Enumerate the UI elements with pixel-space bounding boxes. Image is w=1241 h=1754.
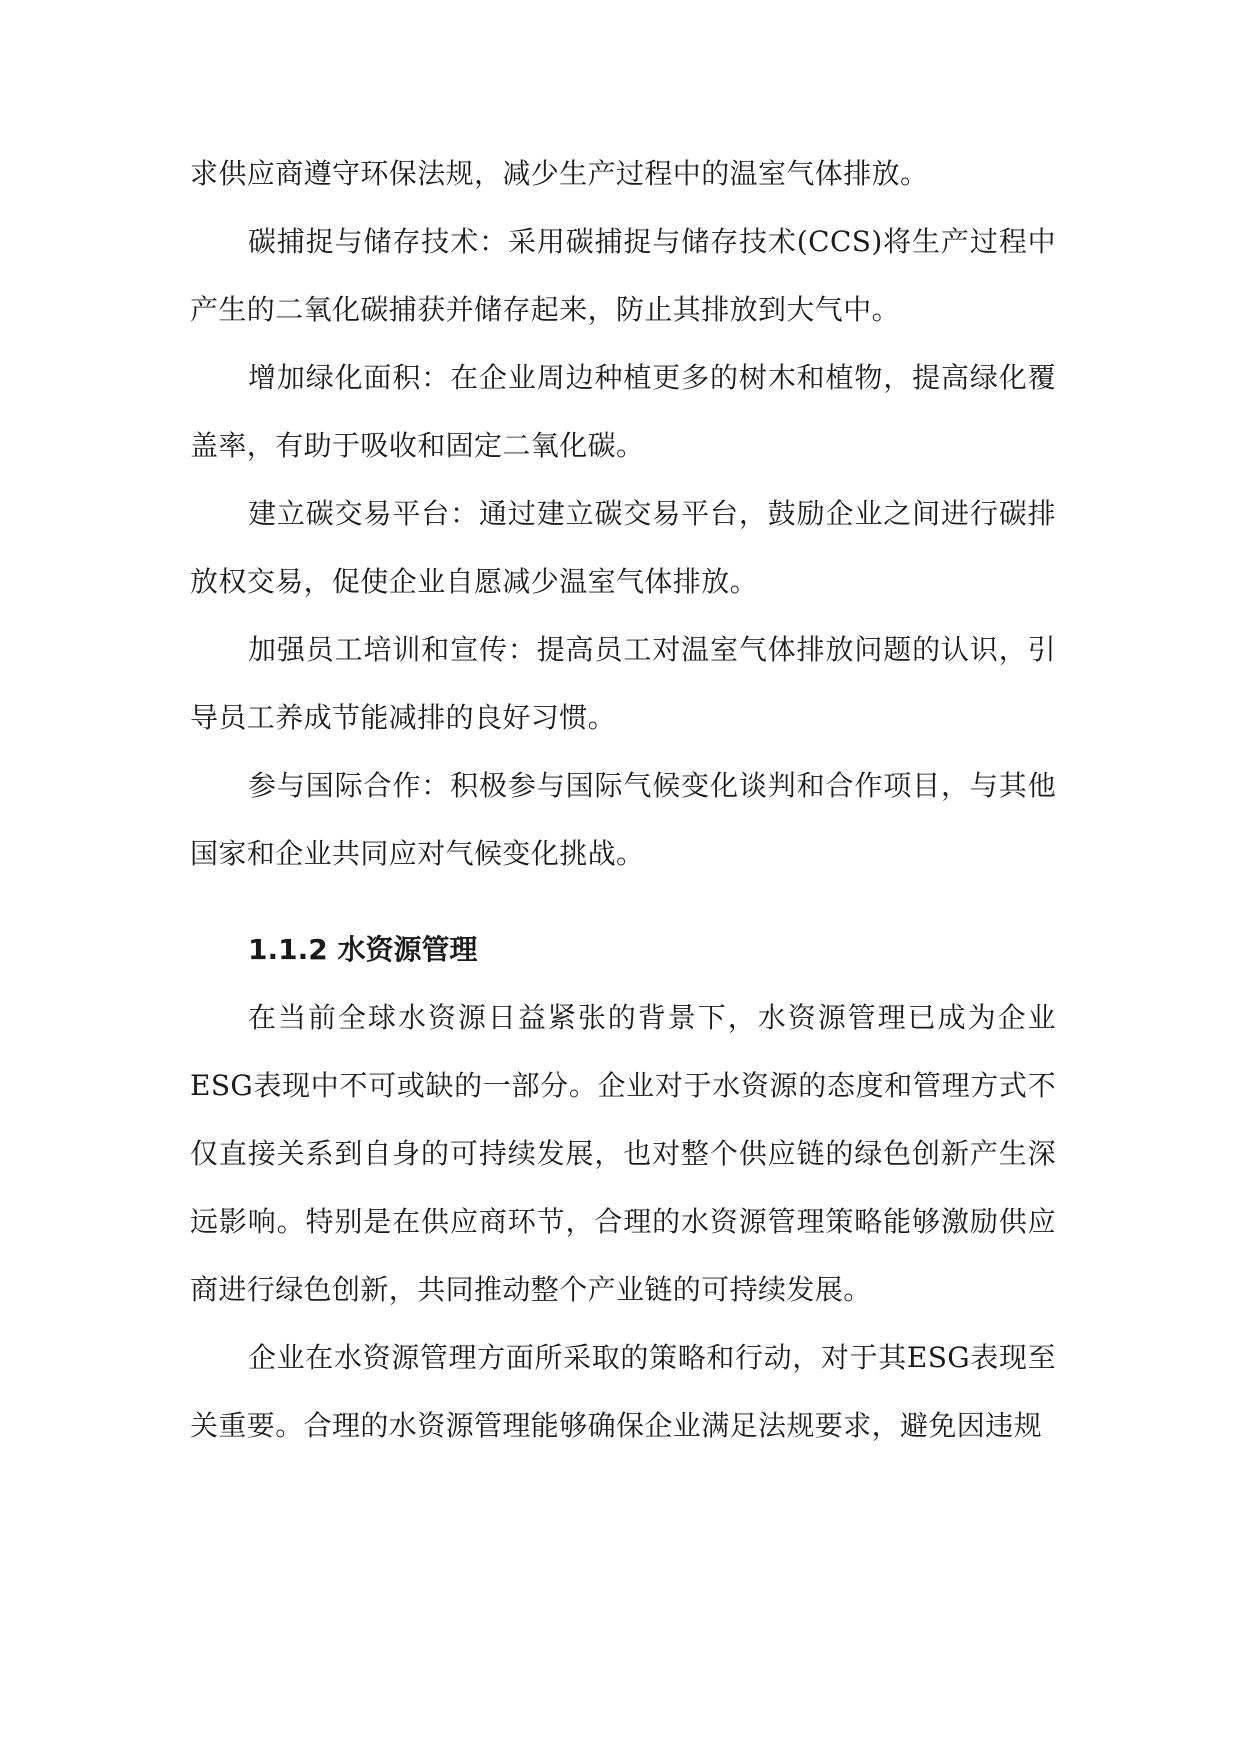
paragraph-international: 参与国际合作：积极参与国际气候变化谈判和合作项目，与其他国家和企业共同应对气候变化挑战。 bbox=[190, 769, 1056, 870]
paragraph-continued: 求供应商遵守环保法规，减少生产过程中的温室气体排放。 bbox=[190, 157, 929, 190]
section-heading: 1.1.2 水资源管理 bbox=[248, 933, 478, 966]
paragraph-greening: 增加绿化面积：在企业周边种植更多的树木和植物，提高绿化覆盖率，有助于吸收和固定二氧化碳。 bbox=[190, 361, 1056, 462]
paragraph-ccs: 碳捕捉与储存技术：采用碳捕捉与储存技术(CCS)将生产过程中产生的二氧化碳捕获并储存起来，防止其排放到大气中。 bbox=[190, 225, 1056, 326]
paragraph-water-intro: 在当前全球水资源日益紧张的背景下，水资源管理已成为企业ESG表现中不可或缺的一部分。企业对于水资源的态度和管理方式不仅直接关系到自身的可持续发展，也对整个供应链的绿色创新产生深远影响。特别是在供应商环节，合理的水资源管理策略能够激励供应商进行绿色创新，共同推动整个产业链的可持续发展。 bbox=[190, 1001, 1056, 1306]
paragraph-water-strategy: 企业在水资源管理方面所采取的策略和行动，对于其ESG表现至关重要。合理的水资源管理能够确保企业满足法规要求，避免因违规 bbox=[190, 1341, 1056, 1442]
paragraph-carbon-trading: 建立碳交易平台：通过建立碳交易平台，鼓励企业之间进行碳排放权交易，促使企业自愿减少温室气体排放。 bbox=[190, 497, 1056, 598]
document-page bbox=[190, 140, 1056, 1460]
paragraph-training: 加强员工培训和宣传：提高员工对温室气体排放问题的认识，引导员工养成节能减排的良好习惯。 bbox=[190, 633, 1056, 734]
